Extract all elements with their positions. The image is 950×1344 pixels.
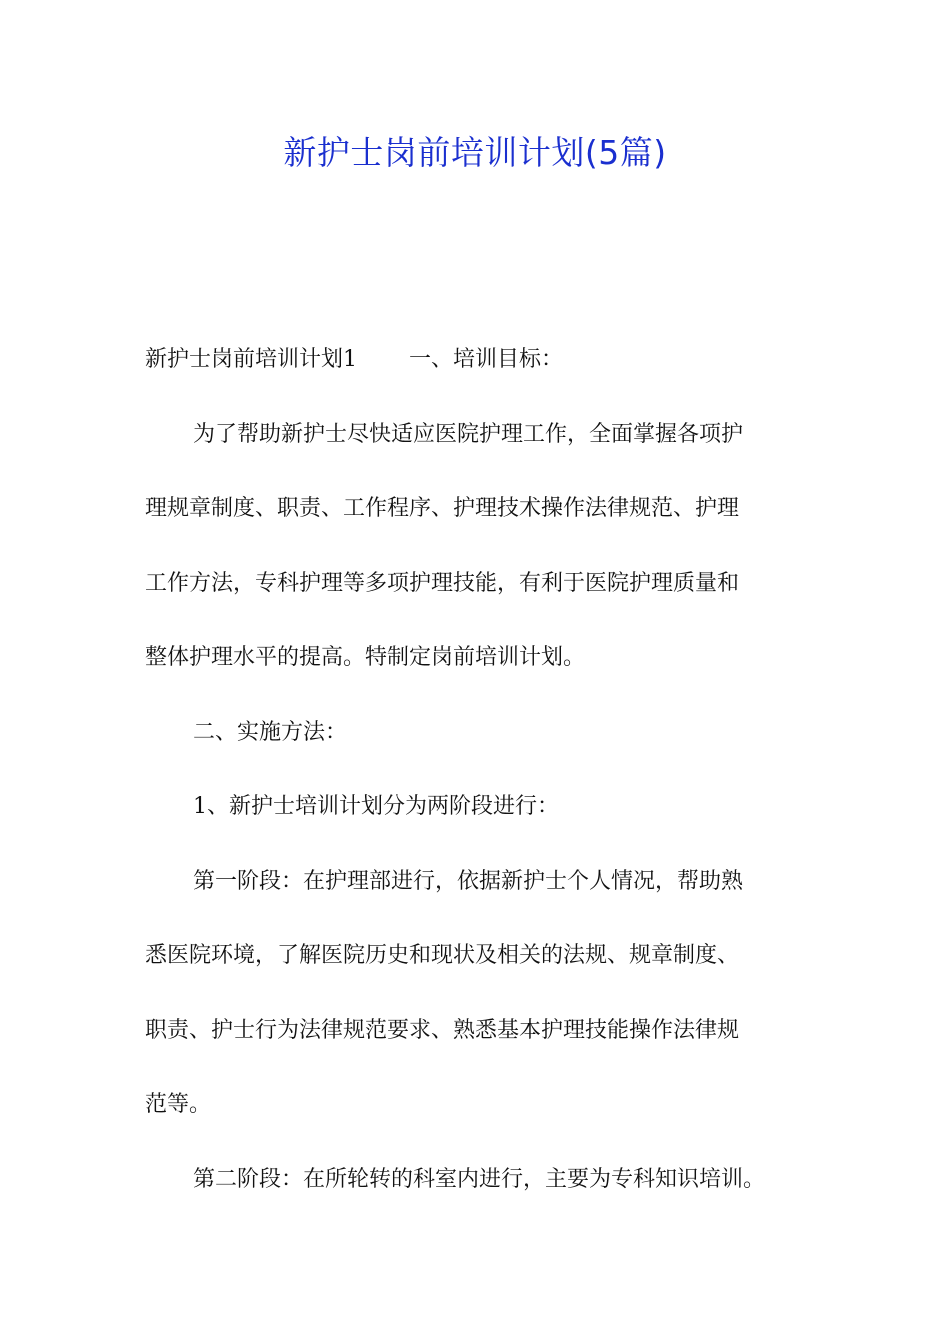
method-item-1: 1、新护士培训计划分为两阶段进行： <box>193 794 559 819</box>
goal-heading: 一、培训目标： <box>409 347 564 372</box>
goal-line-1: 为了帮助新护士尽快适应医院护理工作，全面掌握各项护 <box>193 422 744 447</box>
plan-heading: 新护士岗前培训计划1 <box>145 347 357 372</box>
stage1-line-4: 范等。 <box>145 1092 212 1117</box>
method-heading: 二、实施方法： <box>193 720 348 745</box>
goal-line-2: 理规章制度、职责、工作程序、护理技术操作法律规范、护理 <box>145 496 740 521</box>
goal-line-4: 整体护理水平的提高。特制定岗前培训计划。 <box>145 645 586 670</box>
stage1-line-3: 职责、护士行为法律规范要求、熟悉基本护理技能操作法律规 <box>145 1018 740 1043</box>
plan-heading-line <box>145 345 563 375</box>
document-title: 新护士岗前培训计划(5篇) <box>283 133 667 172</box>
goal-line-3: 工作方法，专科护理等多项护理技能，有利于医院护理质量和 <box>145 571 740 596</box>
stage1-line-2: 悉医院环境，了解医院历史和现状及相关的法规、规章制度、 <box>145 943 740 968</box>
stage2-line: 第二阶段：在所轮转的科室内进行，主要为专科知识培训。 <box>193 1167 766 1192</box>
stage1-line-1: 第一阶段：在护理部进行，依据新护士个人情况，帮助熟 <box>193 869 744 894</box>
